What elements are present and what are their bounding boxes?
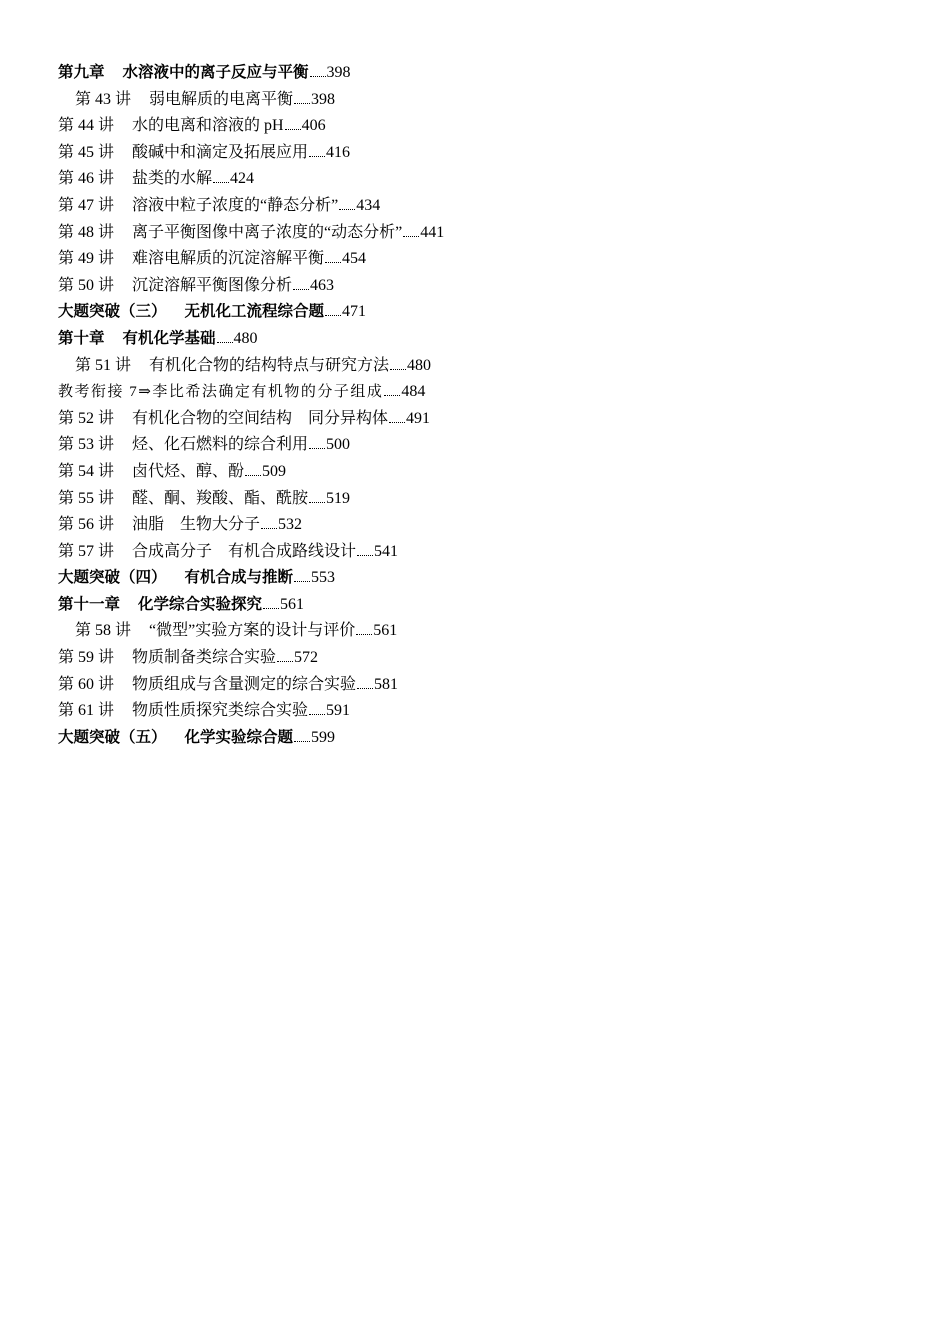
entry-label: 第 44 讲	[58, 117, 115, 135]
dot-leader	[389, 410, 405, 423]
entry-page: 463	[310, 276, 335, 294]
entry-title: 溶液中粒子浓度的“静态分析”	[132, 196, 339, 214]
dot-leader	[293, 277, 309, 290]
entry-title: 物质性质探究类综合实验	[132, 702, 309, 720]
entry-page: 591	[326, 702, 351, 720]
dot-leader	[390, 357, 406, 370]
toc-entry-lecture-56[interactable]	[58, 512, 898, 539]
dot-leader	[263, 596, 279, 609]
entry-title: 有机化合物的结构特点与研究方法	[149, 356, 390, 374]
entry-page: 491	[406, 409, 431, 427]
entry-label: 第 61 讲	[58, 702, 115, 720]
dot-leader	[325, 303, 341, 316]
entry-title: 难溶电解质的沉淀溶解平衡	[132, 250, 325, 268]
entry-page: 581	[374, 675, 399, 693]
entry-label: 第 53 讲	[58, 436, 115, 454]
entry-title: 沉淀溶解平衡图像分析	[132, 276, 293, 294]
entry-page: 424	[230, 170, 255, 188]
toc-entry-lecture-55[interactable]	[58, 486, 898, 513]
entry-page: 509	[262, 462, 287, 480]
entry-page: 398	[311, 90, 336, 108]
entry-label: 第 58 讲	[75, 622, 132, 640]
entry-title: 有机化合物的空间结构 同分异构体	[132, 409, 389, 427]
dot-leader	[294, 91, 310, 104]
toc-entry-lecture-51[interactable]	[58, 353, 898, 380]
dot-leader	[285, 117, 301, 130]
entry-title: 物质制备类综合实验	[132, 649, 277, 667]
entry-page: 561	[280, 595, 305, 613]
dot-leader	[217, 330, 233, 343]
entry-page: 532	[278, 516, 303, 534]
entry-page: 599	[311, 728, 336, 746]
dot-leader	[245, 463, 261, 476]
toc-entry-chapter-10[interactable]	[58, 326, 898, 353]
entry-label: 大题突破（三）	[58, 303, 167, 321]
entry-title: 酸碱中和滴定及拓展应用	[132, 143, 309, 161]
dot-leader	[294, 729, 310, 742]
entry-title: 烃、化石燃料的综合利用	[132, 436, 309, 454]
entry-page: 541	[374, 542, 399, 560]
entry-label: 第 50 讲	[58, 276, 115, 294]
entry-label: 第 51 讲	[75, 356, 132, 374]
toc-entry-lecture-61[interactable]	[58, 698, 898, 725]
entry-page: 434	[356, 196, 381, 214]
entry-title: 盐类的水解	[132, 170, 213, 188]
dot-leader	[294, 569, 310, 582]
entry-label: 第 55 讲	[58, 489, 115, 507]
entry-label: 第 43 讲	[75, 90, 132, 108]
entry-label: 第 46 讲	[58, 170, 115, 188]
toc-entry-breakthrough-3[interactable]	[58, 299, 898, 326]
entry-page: 553	[311, 569, 336, 587]
dot-leader	[213, 170, 229, 183]
dot-leader	[325, 250, 341, 263]
entry-title: 醛、酮、羧酸、酯、酰胺	[132, 489, 309, 507]
entry-label: 第 49 讲	[58, 250, 115, 268]
toc-entry-lecture-43[interactable]	[58, 87, 898, 114]
entry-title: 水溶液中的离子反应与平衡	[122, 64, 309, 81]
dot-leader	[309, 436, 325, 449]
entry-title: 弱电解质的电离平衡	[149, 90, 294, 108]
dot-leader	[277, 649, 293, 662]
entry-page: 484	[401, 383, 426, 401]
entry-label: 大题突破（五）	[58, 728, 167, 746]
entry-title: 化学实验综合题	[184, 728, 294, 746]
entry-label: 大题突破（四）	[58, 569, 167, 587]
entry-label: 第十章	[58, 329, 105, 347]
entry-title: 化学综合实验探究	[138, 595, 263, 613]
toc-entry-lecture-46[interactable]	[58, 166, 898, 193]
entry-title: 有机合成与推断	[184, 569, 294, 587]
entry-title: 无机化工流程综合题	[184, 303, 325, 321]
entry-label: 第 52 讲	[58, 409, 115, 427]
toc-entry-lecture-45[interactable]	[58, 140, 898, 167]
entry-page: 471	[342, 303, 367, 321]
toc-entry-lecture-58[interactable]	[58, 618, 898, 645]
toc-entry-lecture-54[interactable]	[58, 459, 898, 486]
entry-label: 第 60 讲	[58, 675, 115, 693]
toc-entry-chapter-11[interactable]	[58, 592, 898, 619]
dot-leader	[403, 224, 419, 237]
toc-entry-lecture-50[interactable]	[58, 273, 898, 300]
toc-entry-lecture-49[interactable]	[58, 246, 898, 273]
toc-entry-lecture-57[interactable]	[58, 539, 898, 566]
toc-entry-chapter-9[interactable]	[58, 60, 898, 87]
toc-entry-lecture-60[interactable]	[58, 672, 898, 699]
entry-page: 398	[326, 64, 351, 81]
dot-leader	[309, 144, 325, 157]
toc-entry-lecture-44[interactable]	[58, 113, 898, 140]
toc-entry-lecture-53[interactable]	[58, 432, 898, 459]
toc-entry-teaching-link-7[interactable]	[58, 379, 898, 406]
entry-title: 有机化学基础	[122, 329, 216, 347]
dot-leader	[357, 676, 373, 689]
entry-label: 第 45 讲	[58, 143, 115, 161]
dot-leader	[356, 622, 372, 635]
dot-leader	[310, 64, 326, 77]
entry-page: 519	[326, 489, 351, 507]
entry-label: 第 47 讲	[58, 196, 115, 214]
entry-title: 水的电离和溶液的 pH	[132, 117, 284, 135]
dot-leader	[309, 702, 325, 715]
entry-label: 第十一章	[58, 595, 121, 613]
entry-page: 454	[342, 250, 367, 268]
entry-title: 离子平衡图像中离子浓度的“动态分析”	[132, 223, 403, 241]
toc-entry-lecture-52[interactable]	[58, 406, 898, 433]
entry-title: 卤代烃、醇、酚	[132, 462, 245, 480]
entry-title: 物质组成与含量测定的综合实验	[132, 675, 357, 693]
dot-leader	[384, 383, 400, 396]
entry-title: 油脂 生物大分子	[132, 516, 261, 534]
entry-title: “微型”实验方案的设计与评价	[149, 622, 356, 640]
entry-page: 480	[407, 356, 432, 374]
entry-title: 合成高分子 有机合成路线设计	[132, 542, 357, 560]
entry-label: 第 48 讲	[58, 223, 115, 241]
toc-entry-lecture-48[interactable]	[58, 220, 898, 247]
entry-page: 561	[373, 622, 398, 640]
dot-leader	[339, 197, 355, 210]
toc-entry-lecture-59[interactable]	[58, 645, 898, 672]
dot-leader	[261, 516, 277, 529]
entry-label: 第九章	[58, 64, 105, 81]
toc-entry-breakthrough-5[interactable]	[58, 725, 898, 752]
toc-entry-lecture-47[interactable]	[58, 193, 898, 220]
dot-leader	[357, 543, 373, 556]
entry-page: 416	[326, 143, 351, 161]
entry-title: 教考衔接 7⇒李比希法确定有机物的分子组成	[58, 384, 384, 401]
entry-label: 第 54 讲	[58, 462, 115, 480]
entry-label: 第 57 讲	[58, 542, 115, 560]
entry-page: 500	[326, 436, 351, 454]
entry-page: 480	[233, 329, 258, 347]
entry-page: 441	[420, 223, 445, 241]
entry-page: 406	[301, 117, 326, 135]
toc-entry-breakthrough-4[interactable]	[58, 565, 898, 592]
entry-label: 第 56 讲	[58, 516, 115, 534]
dot-leader	[309, 490, 325, 503]
table-of-contents	[58, 60, 898, 751]
entry-label: 第 59 讲	[58, 649, 115, 667]
entry-page: 572	[294, 649, 319, 667]
